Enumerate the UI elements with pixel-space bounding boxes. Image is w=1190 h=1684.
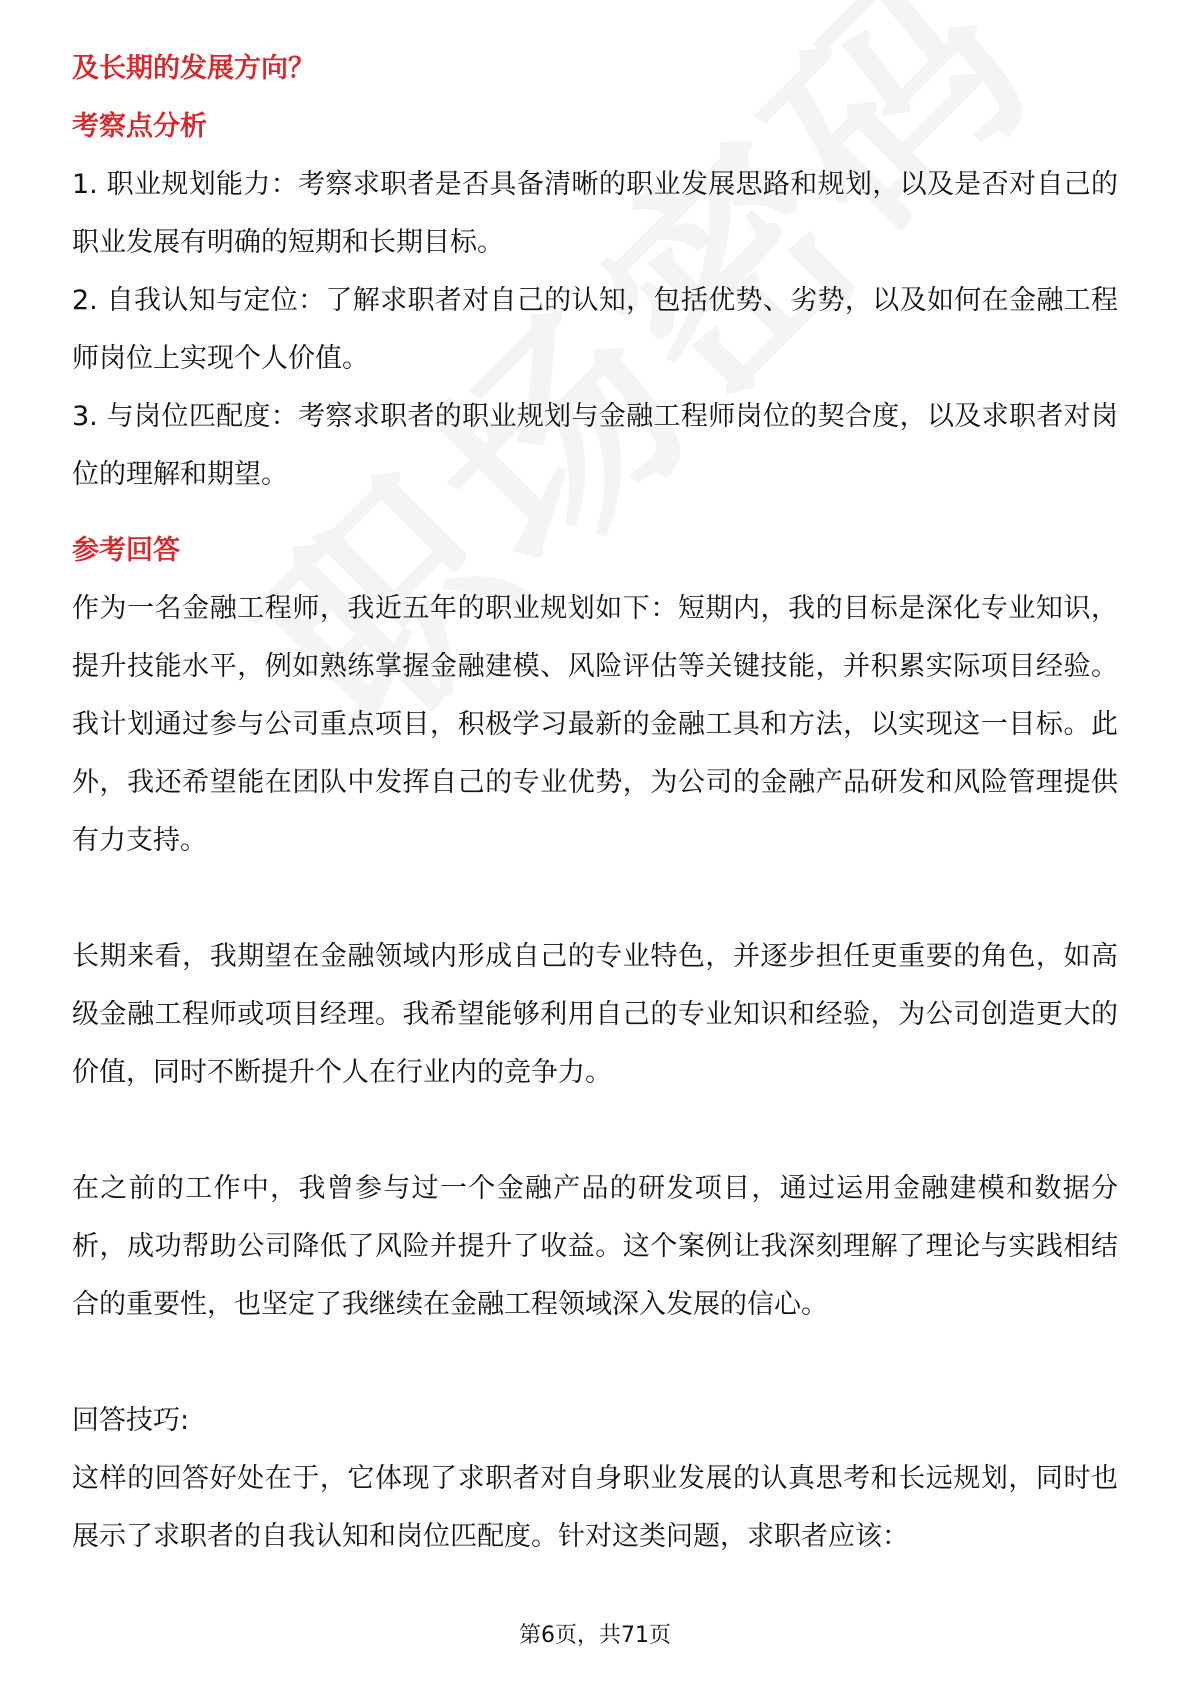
answer-paragraph: 作为一名金融工程师，我近五年的职业规划如下：短期内，我的目标是深化专业知识，提升技能水平，例如熟练掌握金融建模、风险评估等关键技能，并积累实际项目经验。我计划通过参与公司重点项目，积极学习最新的金融工具和方法，以实现这一目标。此外，我还希望能在团队中发挥自己的专业优势，为公司的金融产品研发和风险管理提供有力支持。: [72, 593, 1118, 856]
analysis-point: 1. 职业规划能力：考察求职者是否具备清晰的职业发展思路和规划，以及是否对自己的职业发展有明确的短期和长期目标。: [72, 169, 1118, 258]
answer-heading: 参考回答: [72, 535, 180, 566]
analysis-heading: 考察点分析: [72, 111, 207, 142]
tips-body: 这样的回答好处在于，它体现了求职者对自身职业发展的认真思考和长远规划，同时也展示了求职者的自我认知和岗位匹配度。针对这类问题，求职者应该：: [72, 1463, 1118, 1552]
answer-paragraph: 在之前的工作中，我曾参与过一个金融产品的研发项目，通过运用金融建模和数据分析，成功帮助公司降低了风险并提升了收益。这个案例让我深刻理解了理论与实践相结合的重要性，也坚定了我继续在金融工程领域深入发展的信心。: [72, 1173, 1118, 1320]
answer-paragraph: 长期来看，我期望在金融领域内形成自己的专业特色，并逐步担任更重要的角色，如高级金融工程师或项目经理。我希望能够利用自己的专业知识和经验，为公司创造更大的价值，同时不断提升个人在行业内的竞争力。: [72, 941, 1118, 1088]
question-tail: 及长期的发展方向？: [72, 53, 315, 84]
analysis-point: 3. 与岗位匹配度：考察求职者的职业规划与金融工程师岗位的契合度，以及求职者对岗位的理解和期望。: [72, 401, 1118, 490]
page-content: [72, 40, 1118, 1566]
page-number-footer: 第6页，共71页: [519, 1623, 671, 1648]
analysis-point: 2. 自我认知与定位：了解求职者对自己的认知，包括优势、劣势，以及如何在金融工程师岗位上实现个人价值。: [72, 285, 1118, 374]
tips-heading: 回答技巧:: [72, 1405, 190, 1436]
